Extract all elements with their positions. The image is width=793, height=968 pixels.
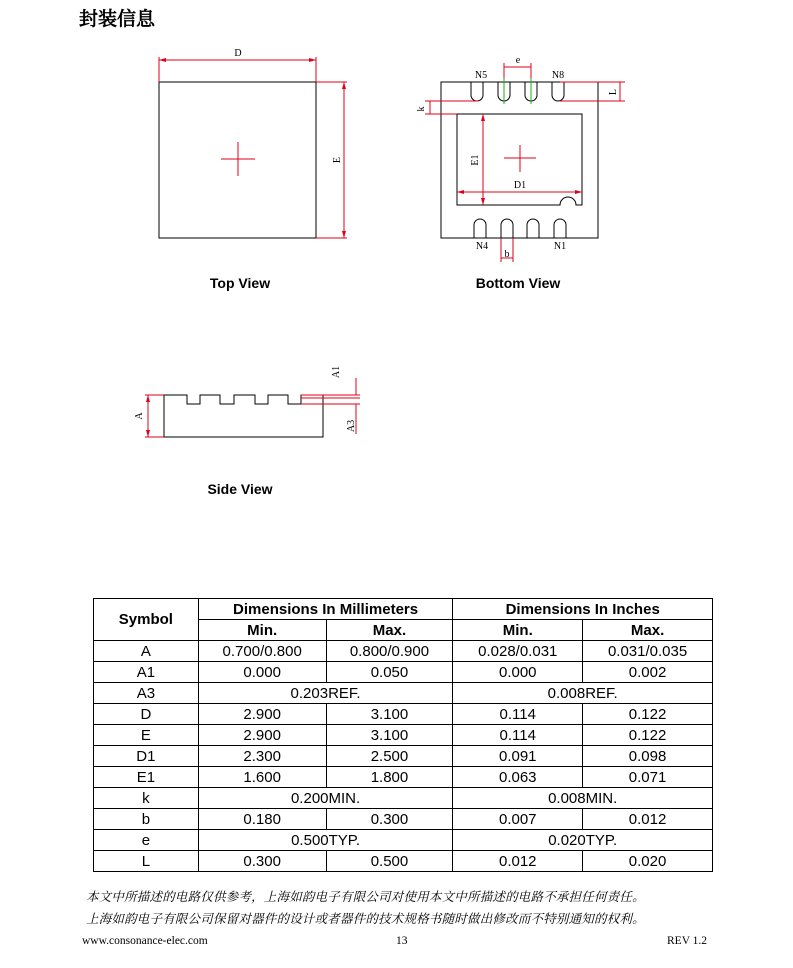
mm-min-cell: 0.000 [198, 662, 326, 683]
mm-max-cell: 0.300 [326, 809, 453, 830]
mm-span-cell: 0.203REF. [198, 683, 453, 704]
in-min-cell: 0.028/0.031 [453, 641, 583, 662]
mm-header: Dimensions In Millimeters [198, 599, 453, 620]
side-view-caption: Side View [207, 481, 273, 497]
side-view-outline [164, 395, 323, 437]
mm-min-header: Min. [198, 620, 326, 641]
mm-min-cell: 0.700/0.800 [198, 641, 326, 662]
footer-revision: REV 1.2 [667, 935, 708, 947]
row-symbol: b [94, 809, 199, 830]
table-row [94, 830, 713, 851]
pin-n2 [527, 219, 539, 238]
top-view-e-label: E [332, 156, 343, 164]
row-symbol: E [94, 725, 199, 746]
in-max-cell: 0.122 [583, 704, 713, 725]
pin-n3 [501, 219, 513, 238]
table-row [94, 746, 713, 767]
in-min-header: Min. [453, 620, 583, 641]
in-max-cell: 0.031/0.035 [583, 641, 713, 662]
disclaimer-line-1: 本文中所描述的电路仅供参考，上海如韵电子有限公司对使用本文中所描述的电路不承担任何责任。 [86, 889, 645, 904]
label-d1: D1 [513, 180, 527, 191]
mm-min-cell: 0.300 [198, 851, 326, 872]
table-row [94, 641, 713, 662]
disclaimer-line-2: 上海如韵电子有限公司保留对器件的设计或者器件的技术规格书随时做出修改而不特别通知的权利。 [86, 911, 645, 926]
mm-span-cell: 0.200MIN. [198, 788, 453, 809]
mm-min-cell: 2.300 [198, 746, 326, 767]
in-min-cell: 0.091 [453, 746, 583, 767]
in-min-cell: 0.114 [453, 725, 583, 746]
row-symbol: E1 [94, 767, 199, 788]
label-n1: N1 [553, 241, 567, 252]
label-k: k [416, 106, 427, 112]
bottom-view-drawing [416, 55, 625, 262]
mm-span-cell: 0.500TYP. [198, 830, 453, 851]
label-a3: A3 [346, 419, 357, 433]
in-span-cell: 0.020TYP. [453, 830, 713, 851]
mm-max-cell: 1.800 [326, 767, 453, 788]
mm-min-cell: 1.600 [198, 767, 326, 788]
mm-max-cell: 3.100 [326, 725, 453, 746]
mm-max-cell: 3.100 [326, 704, 453, 725]
in-min-cell: 0.000 [453, 662, 583, 683]
footer-page-number: 13 [396, 935, 408, 947]
footer-website[interactable]: www.consonance-elec.com [82, 935, 208, 947]
row-symbol: D1 [94, 746, 199, 767]
mm-max-cell: 2.500 [326, 746, 453, 767]
side-view-drawing [134, 366, 360, 437]
in-span-cell: 0.008MIN. [453, 788, 713, 809]
table-row [94, 725, 713, 746]
mm-min-cell: 2.900 [198, 704, 326, 725]
bottom-view-caption: Bottom View [475, 275, 561, 291]
table-row [94, 809, 713, 830]
pin-n8 [552, 82, 564, 101]
label-b: b [504, 249, 510, 260]
in-max-header: Max. [583, 620, 713, 641]
in-max-cell: 0.122 [583, 725, 713, 746]
section-title: 封装信息 [79, 8, 156, 30]
mm-min-cell: 2.900 [198, 725, 326, 746]
symbol-header: Symbol [94, 599, 199, 641]
in-min-cell: 0.012 [453, 851, 583, 872]
table-row [94, 683, 713, 704]
mm-max-cell: 0.800/0.900 [326, 641, 453, 662]
in-max-cell: 0.002 [583, 662, 713, 683]
in-max-cell: 0.020 [583, 851, 713, 872]
table-row [94, 704, 713, 725]
in-span-cell: 0.008REF. [453, 683, 713, 704]
in-max-cell: 0.071 [583, 767, 713, 788]
row-symbol: k [94, 788, 199, 809]
label-n8: N8 [551, 70, 565, 81]
in-min-cell: 0.063 [453, 767, 583, 788]
row-symbol: D [94, 704, 199, 725]
mm-max-cell: 0.500 [326, 851, 453, 872]
label-l: L [608, 88, 619, 96]
row-symbol: L [94, 851, 199, 872]
in-min-cell: 0.114 [453, 704, 583, 725]
in-max-cell: 0.012 [583, 809, 713, 830]
mm-max-cell: 0.050 [326, 662, 453, 683]
row-symbol: e [94, 830, 199, 851]
top-view-d-label: D [234, 48, 242, 59]
row-symbol: A1 [94, 662, 199, 683]
top-view-drawing [159, 48, 347, 238]
row-symbol: A3 [94, 683, 199, 704]
in-min-cell: 0.007 [453, 809, 583, 830]
table-row [94, 851, 713, 872]
table-row [94, 662, 713, 683]
table-row [94, 788, 713, 809]
table-row [94, 767, 713, 788]
top-view-caption: Top View [209, 275, 271, 291]
label-n5: N5 [474, 70, 488, 81]
label-n4: N4 [475, 241, 489, 252]
pin-n4 [474, 219, 486, 238]
mm-max-header: Max. [326, 620, 453, 641]
dimensions-table [93, 598, 713, 872]
label-a1: A1 [331, 365, 342, 379]
label-a: A [134, 412, 145, 420]
inch-header: Dimensions In Inches [453, 599, 713, 620]
pin-n5 [471, 82, 483, 101]
pin-n1 [554, 219, 566, 238]
in-max-cell: 0.098 [583, 746, 713, 767]
dimensions-table-body [94, 641, 713, 872]
label-e-pitch: e [515, 55, 521, 66]
label-e1: E1 [470, 154, 481, 166]
mm-min-cell: 0.180 [198, 809, 326, 830]
row-symbol: A [94, 641, 199, 662]
